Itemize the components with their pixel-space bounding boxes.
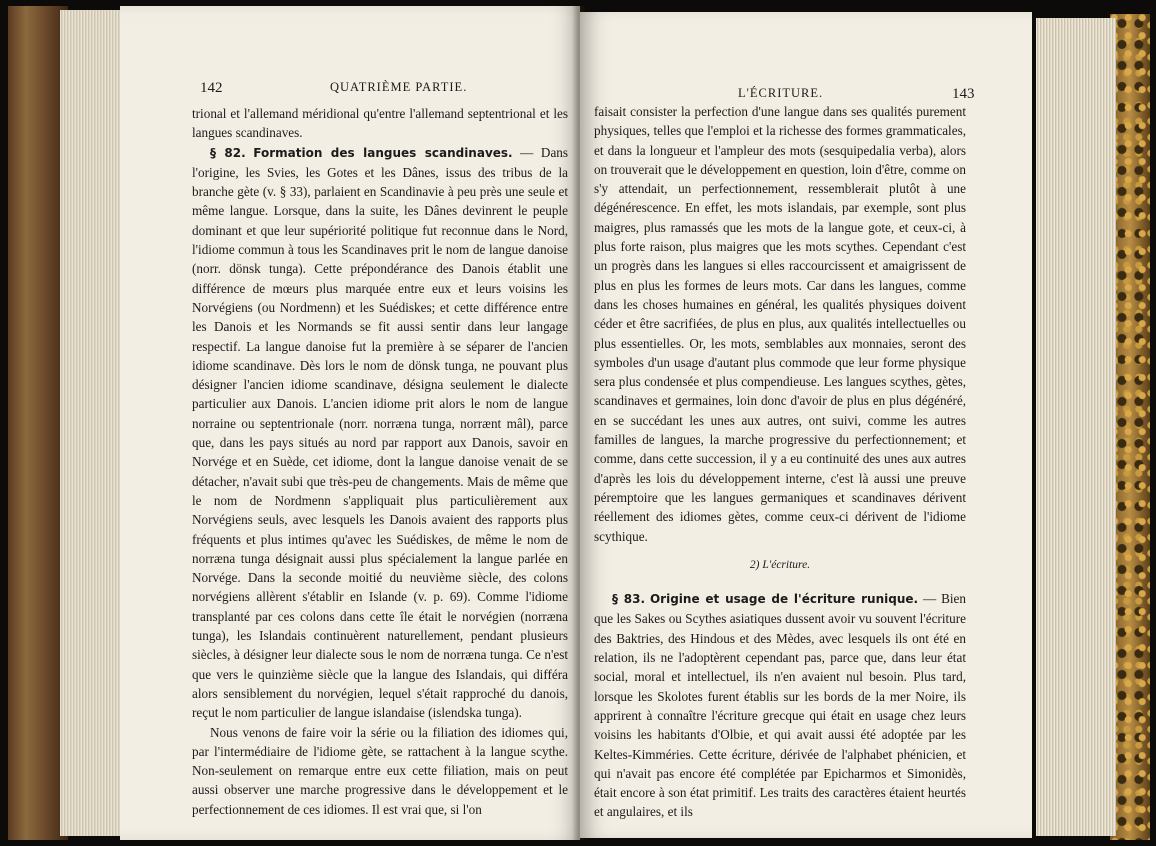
section-title: Formation des langues scandinaves. xyxy=(253,145,513,160)
paragraph: Nous venons de faire voir la série ou la filiation des idiomes qui, par l'intermédiaire de l'idiome gète, se rattachent à la langue scythe. Non-seulement on remarque entre eux cette filiation, mais on peut aussi observer une marche progressive dans le développement et le perfectionnement de ces idiomes. Il est vrai que, si l'on xyxy=(192,724,568,817)
right-page-number: 143 xyxy=(952,86,975,102)
right-page-text xyxy=(594,102,966,822)
left-page-text xyxy=(192,104,568,819)
paragraph: trional et l'allemand méridional qu'entre l'allemand septentrional et les langues scandinaves. xyxy=(192,106,568,141)
paragraph: faisait consister la perfection d'une langue dans ses qualités purement physiques, telles que l'emploi et la richesse des formes grammaticales, et dans la longueur et l'ampleur des mots (sesquipedalia verba), alors on trouverait que le développement en question, loin d'être, comme on s'y attendait, un perfectionnement, ressemblerait plutôt à une dégénérescence. En effet, les mots islandais, par exemple, sont plus maigres, plus ramassés que les mots de la langue gote, et ceux-ci, à plus forte raison, plus maigres que les mots scythes. Cependant c'est un progrès dans les langues si elles raccourcissent et amaigrissent de plus en plus les formes de leurs mots. Car dans les langues, comme dans les choses humaines en général, les qualités physiques doivent céder et être sacrifiées, de plus en plus, aux qualités intellectuelles ou plus essentielles. Or, les mots, semblables aux monnaies, seront des symboles d'un usage d'autant plus commode que leur forme physique sera plus condensée et plus compendieuse. Les langues scythes, gètes, scandinaves et germaines, loin donc d'avoir de plus en plus dégénéré, en se succédant les unes aux autres, ont suivi, comme les autres familles de langues, la marche progressive du perfectionnement; et comme, dans cette succession, il y a eu continuité des unes aux autres d'après les lois du développement interne, c'est là aussi une preuve péremptoire que les langues germaniques et scandinaves dérivent réellement des idiomes gètes, comme ceux-ci dérivent de l'idiome scythique. xyxy=(594,104,966,544)
right-running-head: L'ÉCRITURE. xyxy=(738,86,824,100)
book-cover-left xyxy=(8,6,68,840)
left-running-head: QUATRIÈME PARTIE. xyxy=(330,80,468,94)
left-page-number: 142 xyxy=(200,80,223,96)
paragraph: Bien que les Sakes ou Scythes asiatiques dussent avoir vu souvent l'écriture des Baktries, des Hindous et des Mèdes, avec lesquels ils ont été en relation, ils ne l'adoptèrent cependant pas, parce que, dans leur état social, moral et intellectuel, ils n'en avaient nul besoin. Plus tard, lorsque les Skolotes furent établis sur les bords de la mer Noire, ils apprirent à connaître l'écriture grecque qui était en usage chez leurs voisins les habitants d'Olbie, et qui avait aussi été adoptée par les Keltes-Kimméries. Cette écriture, dérivée de l'alphabet phénicien, et qui n'avait pas encore été complétée par Epicharmos et Simonidès, était encore à son état primitif. Les traits des caractères étaient heurtés et angulaires, et ils xyxy=(594,591,967,820)
left-page xyxy=(120,6,580,840)
subsection-heading: 2) L'écriture. xyxy=(749,558,811,571)
section-number: § 82. xyxy=(210,145,246,160)
section-title: Origine et usage de l'écriture runique. xyxy=(649,592,919,607)
right-page xyxy=(580,12,1032,838)
paragraph: Dans l'origine, les Svies, les Gotes et les Dânes, issus des tribus de la branche gète (v. § 33), parlaient en Scandinavie à peu près une seule et même langue. Lorsque, dans la suite, les Dânes devinrent le peuple dominant et que leur supériorité politique fut reconnue dans le Nord, l'idiome commun à tous les Scandinaves prit le nom de langue danoise (norr. dönsk tunga). Cette prépondérance des Danois établit une différence de mœurs plus marquée entre eux et leurs voisins les Norvégiens (ou Nordmenn) et les Suédiskes; et cette différence entre les Danois et les Normands se fit aussi sentir dans leur langage respectif. La langue danoise fut la première à se séparer de l'ancien idiome scandinave. Dès lors le nom de dönsk tunga, ne pouvant plus désigner l'ancien idiome scandinave, désigna seulement le dialecte particulier aux Danois. L'ancien idiome prit alors le nom de langue norraine ou septentrionale (norr. norræna tunga, norrænt mâl), parce que, dans les pays situés au nord par rapport aux Danois, savoir en Norvége et en Suède, cet idiome, dont la langue danoise venait de se détacher, n'avait subi que très-peu de changements. Mais de même que le nom de Nordmenn s'appliquait plus particulièrement aux Norvégiens seuls, avec lesquels les Danois avaient des rapports plus fréquents et plus intimes qu'avec les Suédiskes, de même le nom de norræna tunga désignait aussi plus spécialement la langue parlée en Norvége. Dans la seconde moitié du neuvième siècle, des colons norvégiens allèrent s'établir en Islande (v. p. 69). Comme l'idiome transplanté par ces colons dans cette île était le norvégien (norræna tunga), les Islandais continuèrent naturellement, pendant plusieurs siècles, à désigner leur dialecte sous le nom de norræna tunga. Ce n'est que vers le quinzième siècle que la langue des Islandais, qui différa alors sensiblement du norvégien, lequel s'était rapproché du danois, reçut le nom particulier de langue islandaise (islendska tunga). xyxy=(192,144,569,721)
page-edges-right xyxy=(1036,18,1116,836)
section-83: § 83. Origine et usage de l'écriture runique. — Bien que les Sakes ou Scythes asiatiques dussent avoir vu souvent l'écriture des Baktries, des Hindous et des Mèdes, avec lesquels ils ont été en relation, ils ne l'adoptèrent cependant pas, parce que, dans leur état social, moral et intellectuel, ils n'en avaient nul besoin. Plus tard, lorsque les Skolotes furent établis sur les bords de la mer Noire, ils apprirent à connaître l'écriture grecque qui était en usage chez leurs voisins les habitants d'Olbie, et qui avait aussi été adoptée par les Keltes-Kimméries. Cette écriture, dérivée de l'alphabet phénicien, et qui n'avait pas encore été complétée par Epicharmos et Simonidès, était encore à son état primitif. Les traits des caractères étaient heurtés et angulaires, et ils xyxy=(594,591,967,820)
section-number: § 83. xyxy=(612,592,646,607)
book-cover-right xyxy=(1110,14,1150,840)
section-82: § 82. Formation des langues scandinaves. — Dans l'origine, les Svies, les Gotes et les Dânes, issus des tribus de la branche gète (v. § 33), parlaient en Scandinavie à peu près une seule et même langue. Lorsque, dans la suite, les Dânes devinrent le peuple dominant et que leur supériorité politique fut reconnue dans le Nord, l'idiome commun à tous les Scandinaves prit le nom de langue danoise (norr. dönsk tunga). Cette prépondérance des Danois établit une différence de mœurs plus marquée entre eux et leurs voisins les Norvégiens (ou Nordmenn) et les Suédiskes; et cette différence entre les Danois et les Normands se fit aussi sentir dans leur langage respectif. La langue danoise fut la première à se séparer de l'ancien idiome scandinave. Dès lors le nom de dönsk tunga, ne pouvant plus désigner l'ancien idiome scandinave, désigna seulement le dialecte particulier aux Danois. L'ancien idiome prit alors le nom de langue norraine ou septentrionale (norr. norræna tunga, norrænt mâl), parce que, dans les pays situés au nord par rapport aux Danois, savoir en Norvége et en Suède, cet idiome, dont la langue danoise venait de se détacher, n'avait subi que très-peu de changements. Mais de même que le nom de Nordmenn s'appliquait plus particulièrement aux Norvégiens seuls, avec lesquels les Danois avaient des rapports plus fréquents et plus intimes qu'avec les Suédiskes, de même le nom de norræna tunga désignait aussi plus spécialement la langue parlée en Norvége. Dans la seconde moitié du neuvième siècle, des colons norvégiens allèrent s'établir en Islande (v. p. 69). Comme l'idiome transplanté par ces colons dans cette île était le norvégien (norræna tunga), les Islandais continuèrent naturellement, pendant plusieurs siècles, à désigner leur dialecte sous le nom de norræna tunga. Ce n'est que vers le quinzième siècle que la langue des Islandais, qui différa alors sensiblement du norvégien, lequel s'était rapproché du danois, reçut le nom particulier de langue islandaise (islendska tunga). xyxy=(192,144,569,721)
page-edges-left xyxy=(60,10,128,836)
